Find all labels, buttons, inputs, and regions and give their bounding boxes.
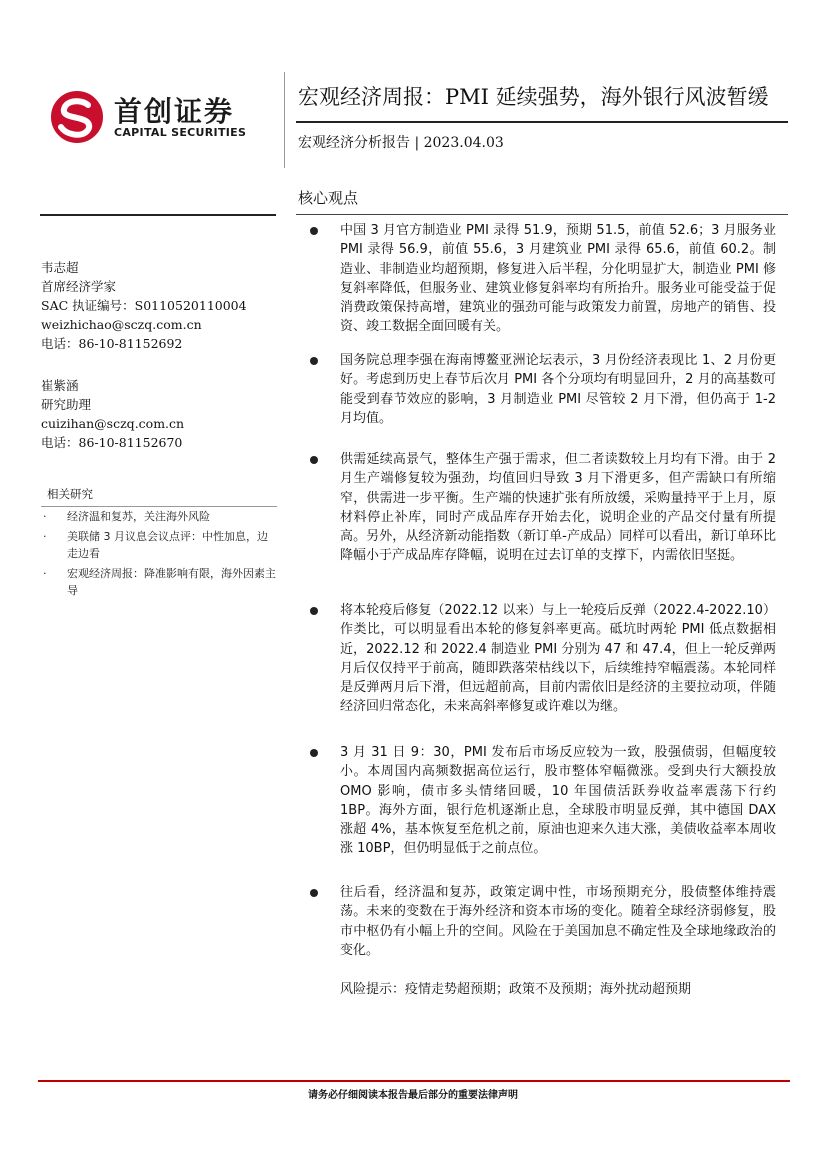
footer-rule [38, 1080, 790, 1082]
bullet-icon [310, 607, 318, 615]
author-phone: 电话：86-10-81152692 [41, 336, 183, 351]
core-point-text: 3 月 31 日 9：30，PMI 发布后市场反应较为一致，股强债弱，但幅度较小。本周国内高频数据高位运行，股市整体窄幅微涨。受到央行大额投放 OMO 影响，债市多头情绪回暖，10 年国债活跃券收益率震荡下行约 1BP。海外方面，银行危机逐渐止息，全球股市明显反弹，其中德国 DAX 涨超 4%，基本恢复至危机之前，原油也迎来久违大涨，美债收益率本周收涨 10BP，但仍明显低于之前点位。 [340, 745, 776, 857]
bullet-icon: · [43, 510, 47, 523]
bullet-icon [310, 227, 318, 235]
core-point-text: 中国 3 月官方制造业 PMI 录得 51.9，预期 51.5，前值 52.6；3 月服务业 PMI 录得 56.9，前值 55.6，3 月建筑业 PMI 录得 65.6，前值 60.2。制造业、非制造业均超预期，修复进入后半程，分化明显扩大，制造业 PMI 修复斜率降低，但服务业、建筑业修复斜率均有所抬升。服务业可能受益于促消费政策保持高增，建筑业的强劲可能与政策发力前置，房地产的销售、投资、竣工数据全面回暖有关。 [340, 223, 776, 335]
related-research-heading: 相关研究 [47, 487, 93, 501]
author-email[interactable]: weizhichao@sczq.com.cn [41, 317, 202, 332]
related-item-label: 宏观经济周报：降准影响有限，海外因素主导 [67, 567, 276, 597]
related-research-rule [41, 506, 277, 507]
related-item-label: 经济温和复苏，关注海外风险 [67, 510, 210, 523]
bullet-icon: · [43, 530, 47, 543]
bullet-icon [310, 889, 318, 897]
related-item[interactable] [41, 528, 277, 562]
report-subtitle: 宏观经济分析报告 | 2023.04.03 [298, 135, 504, 151]
author-card [41, 258, 247, 353]
related-research [41, 486, 277, 599]
author-email[interactable]: cuizihan@sczq.com.cn [41, 416, 185, 431]
brand-name-cn: 首创证券 [114, 95, 235, 128]
bullet-icon: · [43, 567, 47, 580]
related-item[interactable] [41, 565, 277, 599]
bullet-icon [310, 357, 318, 365]
author-card [41, 376, 184, 452]
core-rule [296, 214, 788, 215]
author-license: SAC 执证编号：S0110520110004 [41, 298, 247, 313]
risk-warning: 风险提示：疫情走势超预期；政策不及预期；海外扰动超预期 [340, 982, 692, 997]
author-name: 韦志超 [41, 260, 79, 275]
core-views-heading: 核心观点 [298, 189, 359, 207]
core-point-text: 往后看，经济温和复苏，政策定调中性，市场预期充分，股债整体维持震荡。未来的变数在于海外经济和资本市场的变化。随着全球经济弱修复，股市中枢仍有小幅上升的空间。风险在于美国加息不确定性及全球地缘政治的变化。 [340, 885, 776, 958]
related-item[interactable] [41, 508, 277, 525]
author-name: 崔紫涵 [41, 378, 79, 393]
core-point-text: 国务院总理李强在海南博鳌亚洲论坛表示，3 月份经济表现比 1、2 月份更好。考虑到历史上春节后次月 PMI 各个分项均有明显回升，2 月的高基数可能受到春节效应的影响，3 月制造业 PMI 尽管较 2 月下滑，但仍高于 1-2 月均值。 [340, 353, 776, 426]
author-title: 首席经济学家 [41, 279, 117, 294]
sidebar-rule [40, 214, 276, 216]
header-divider [284, 72, 285, 168]
capital-securities-logo-icon [48, 88, 106, 146]
title-rule [296, 121, 788, 123]
bullet-icon [310, 749, 318, 757]
author-title: 研究助理 [41, 397, 92, 412]
core-point-text: 将本轮疫后修复（2022.12 以来）与上一轮疫后反弹（2022.4-2022.10）作类比，可以明显看出本轮的修复斜率更高。砥坑时两轮 PMI 低点数据相近，2022.12 和 2022.4 制造业 PMI 分别为 47 和 47.4，但上一轮反弹两月后仅仅持平于前高，随即跌落荣枯线以下，后续维持窄幅震荡。本轮同样是反弹两月后下滑，但远超前高，目前内需依旧是经济的主要拉动项，伴随经济回归常态化，未来高斜率修复或许难以为继。 [340, 603, 776, 715]
author-phone: 电话：86-10-81152670 [41, 435, 183, 450]
bullet-icon [310, 456, 318, 464]
report-title: 宏观经济周报：PMI 延续强势，海外银行风波暂缓 [298, 85, 769, 109]
brand-name-en: CAPITAL SECURITIES [114, 126, 247, 139]
core-point-text: 供需延续高景气，整体生产强于需求，但二者读数较上月均有下滑。由于 2 月生产端修复较为强劲，均值回归导致 3 月下滑更多，但产需缺口有所缩窄，供需进一步平衡。生产端的快速扩张有所放缓，采购量持平于上月，原材料停止补库，同时产成品库存开始去化，说明企业的产品交付量有所提高。另外，从经济新动能指数（新订单-产成品）同样可以看出，新订单环比降幅小于产成品库存降幅，说明在过去订单的支撑下，内需依旧坚挺。 [340, 452, 776, 564]
legal-disclaimer: 请务必仔细阅读本报告最后部分的重要法律声明 [308, 1090, 518, 1101]
related-item-label: 美联储 3 月议息会议点评：中性加息，边走边看 [67, 530, 268, 560]
company-logo [48, 88, 278, 146]
